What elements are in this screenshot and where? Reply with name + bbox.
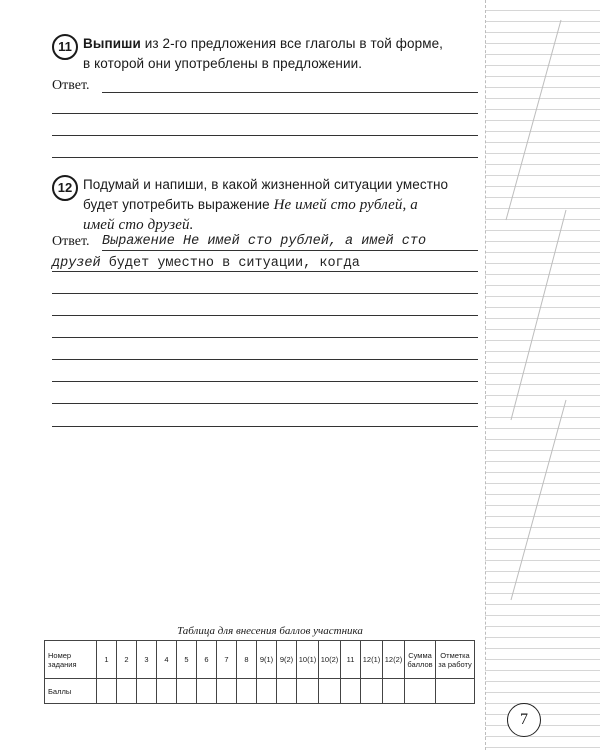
answer-line[interactable] [52, 359, 478, 360]
answer-line[interactable] [52, 135, 478, 136]
score-table-header-row [45, 641, 475, 679]
task-12-answer-text-2a: друзей [52, 256, 101, 271]
task-12-text-line1: Подумай и напиши, в какой жизненной ситуации уместно [83, 177, 449, 192]
answer-line[interactable] [52, 403, 478, 404]
score-cell[interactable] [341, 679, 361, 704]
task-12-answer-label: Ответ. [52, 234, 90, 249]
row-label-scores: Баллы [45, 679, 97, 704]
answer-line[interactable] [52, 113, 478, 114]
task-12-answer-text-2b: будет уместно в ситуации, когда [100, 256, 360, 271]
task-11-text-line1: из 2-го предложения все глаголы в той форме, [140, 36, 444, 51]
answer-line[interactable] [52, 293, 478, 294]
task-12-answer-line2 [52, 256, 480, 271]
answer-line[interactable] [52, 381, 478, 382]
header-col: 5 [177, 641, 197, 679]
answer-line[interactable] [102, 250, 478, 251]
task-12-phrase-part1: Не имей сто рублей, а [273, 197, 418, 213]
score-cell[interactable] [217, 679, 237, 704]
ruled-margin-strip [485, 0, 600, 750]
score-cell[interactable] [319, 679, 341, 704]
score-cell[interactable] [237, 679, 257, 704]
task-12-phrase-part2: имей сто друзей. [83, 217, 194, 233]
task-11 [52, 34, 480, 74]
header-col-sum: Сумма баллов [405, 641, 436, 679]
score-cell[interactable] [157, 679, 177, 704]
header-col: 4 [157, 641, 177, 679]
page-number: 7 [507, 703, 541, 737]
score-cell[interactable] [117, 679, 137, 704]
header-col-grade: Отметка за работу [436, 641, 475, 679]
score-cell[interactable] [277, 679, 297, 704]
header-col: 12(2) [383, 641, 405, 679]
score-table-caption: Таблица для внесения баллов участника [177, 625, 363, 637]
score-cell[interactable] [297, 679, 319, 704]
answer-line[interactable] [52, 337, 478, 338]
task-number-12: 12 [52, 175, 78, 201]
answer-line[interactable] [102, 92, 478, 93]
task-11-text-line2: в которой они употреблены в предложении. [83, 56, 363, 71]
margin-guide-lines [486, 0, 600, 750]
header-col: 6 [197, 641, 217, 679]
task-12 [52, 175, 480, 235]
score-table [44, 640, 475, 704]
task-12-answer-line1 [102, 234, 480, 249]
header-col: 12(1) [361, 641, 383, 679]
header-col: 10(1) [297, 641, 319, 679]
task-12-text [83, 175, 480, 235]
score-cell[interactable] [137, 679, 157, 704]
answer-line[interactable] [52, 157, 478, 158]
score-cell[interactable] [97, 679, 117, 704]
header-col: 2 [117, 641, 137, 679]
score-cell[interactable] [177, 679, 197, 704]
header-col: 9(1) [257, 641, 277, 679]
score-cell[interactable] [405, 679, 436, 704]
score-cell[interactable] [436, 679, 475, 704]
answer-line[interactable] [52, 271, 478, 272]
header-col: 10(2) [319, 641, 341, 679]
header-col: 7 [217, 641, 237, 679]
header-col: 8 [237, 641, 257, 679]
header-col: 11 [341, 641, 361, 679]
task-11-answer-label: Ответ. [52, 78, 90, 93]
score-table-row [45, 679, 475, 704]
task-12-text-line2: будет употребить выражение [83, 197, 274, 212]
score-cell[interactable] [383, 679, 405, 704]
header-col: 1 [97, 641, 117, 679]
header-col: 3 [137, 641, 157, 679]
score-cell[interactable] [197, 679, 217, 704]
task-12-answer-text-1: Выражение Не имей сто рублей, а имей сто [102, 234, 427, 249]
answer-line[interactable] [52, 426, 478, 427]
header-col: 9(2) [277, 641, 297, 679]
score-cell[interactable] [257, 679, 277, 704]
score-cell[interactable] [361, 679, 383, 704]
task-11-verb: Выпиши [83, 36, 141, 51]
header-task-number: Номер задания [45, 641, 97, 679]
task-11-text [83, 34, 480, 74]
task-number-11: 11 [52, 34, 78, 60]
answer-line[interactable] [52, 315, 478, 316]
